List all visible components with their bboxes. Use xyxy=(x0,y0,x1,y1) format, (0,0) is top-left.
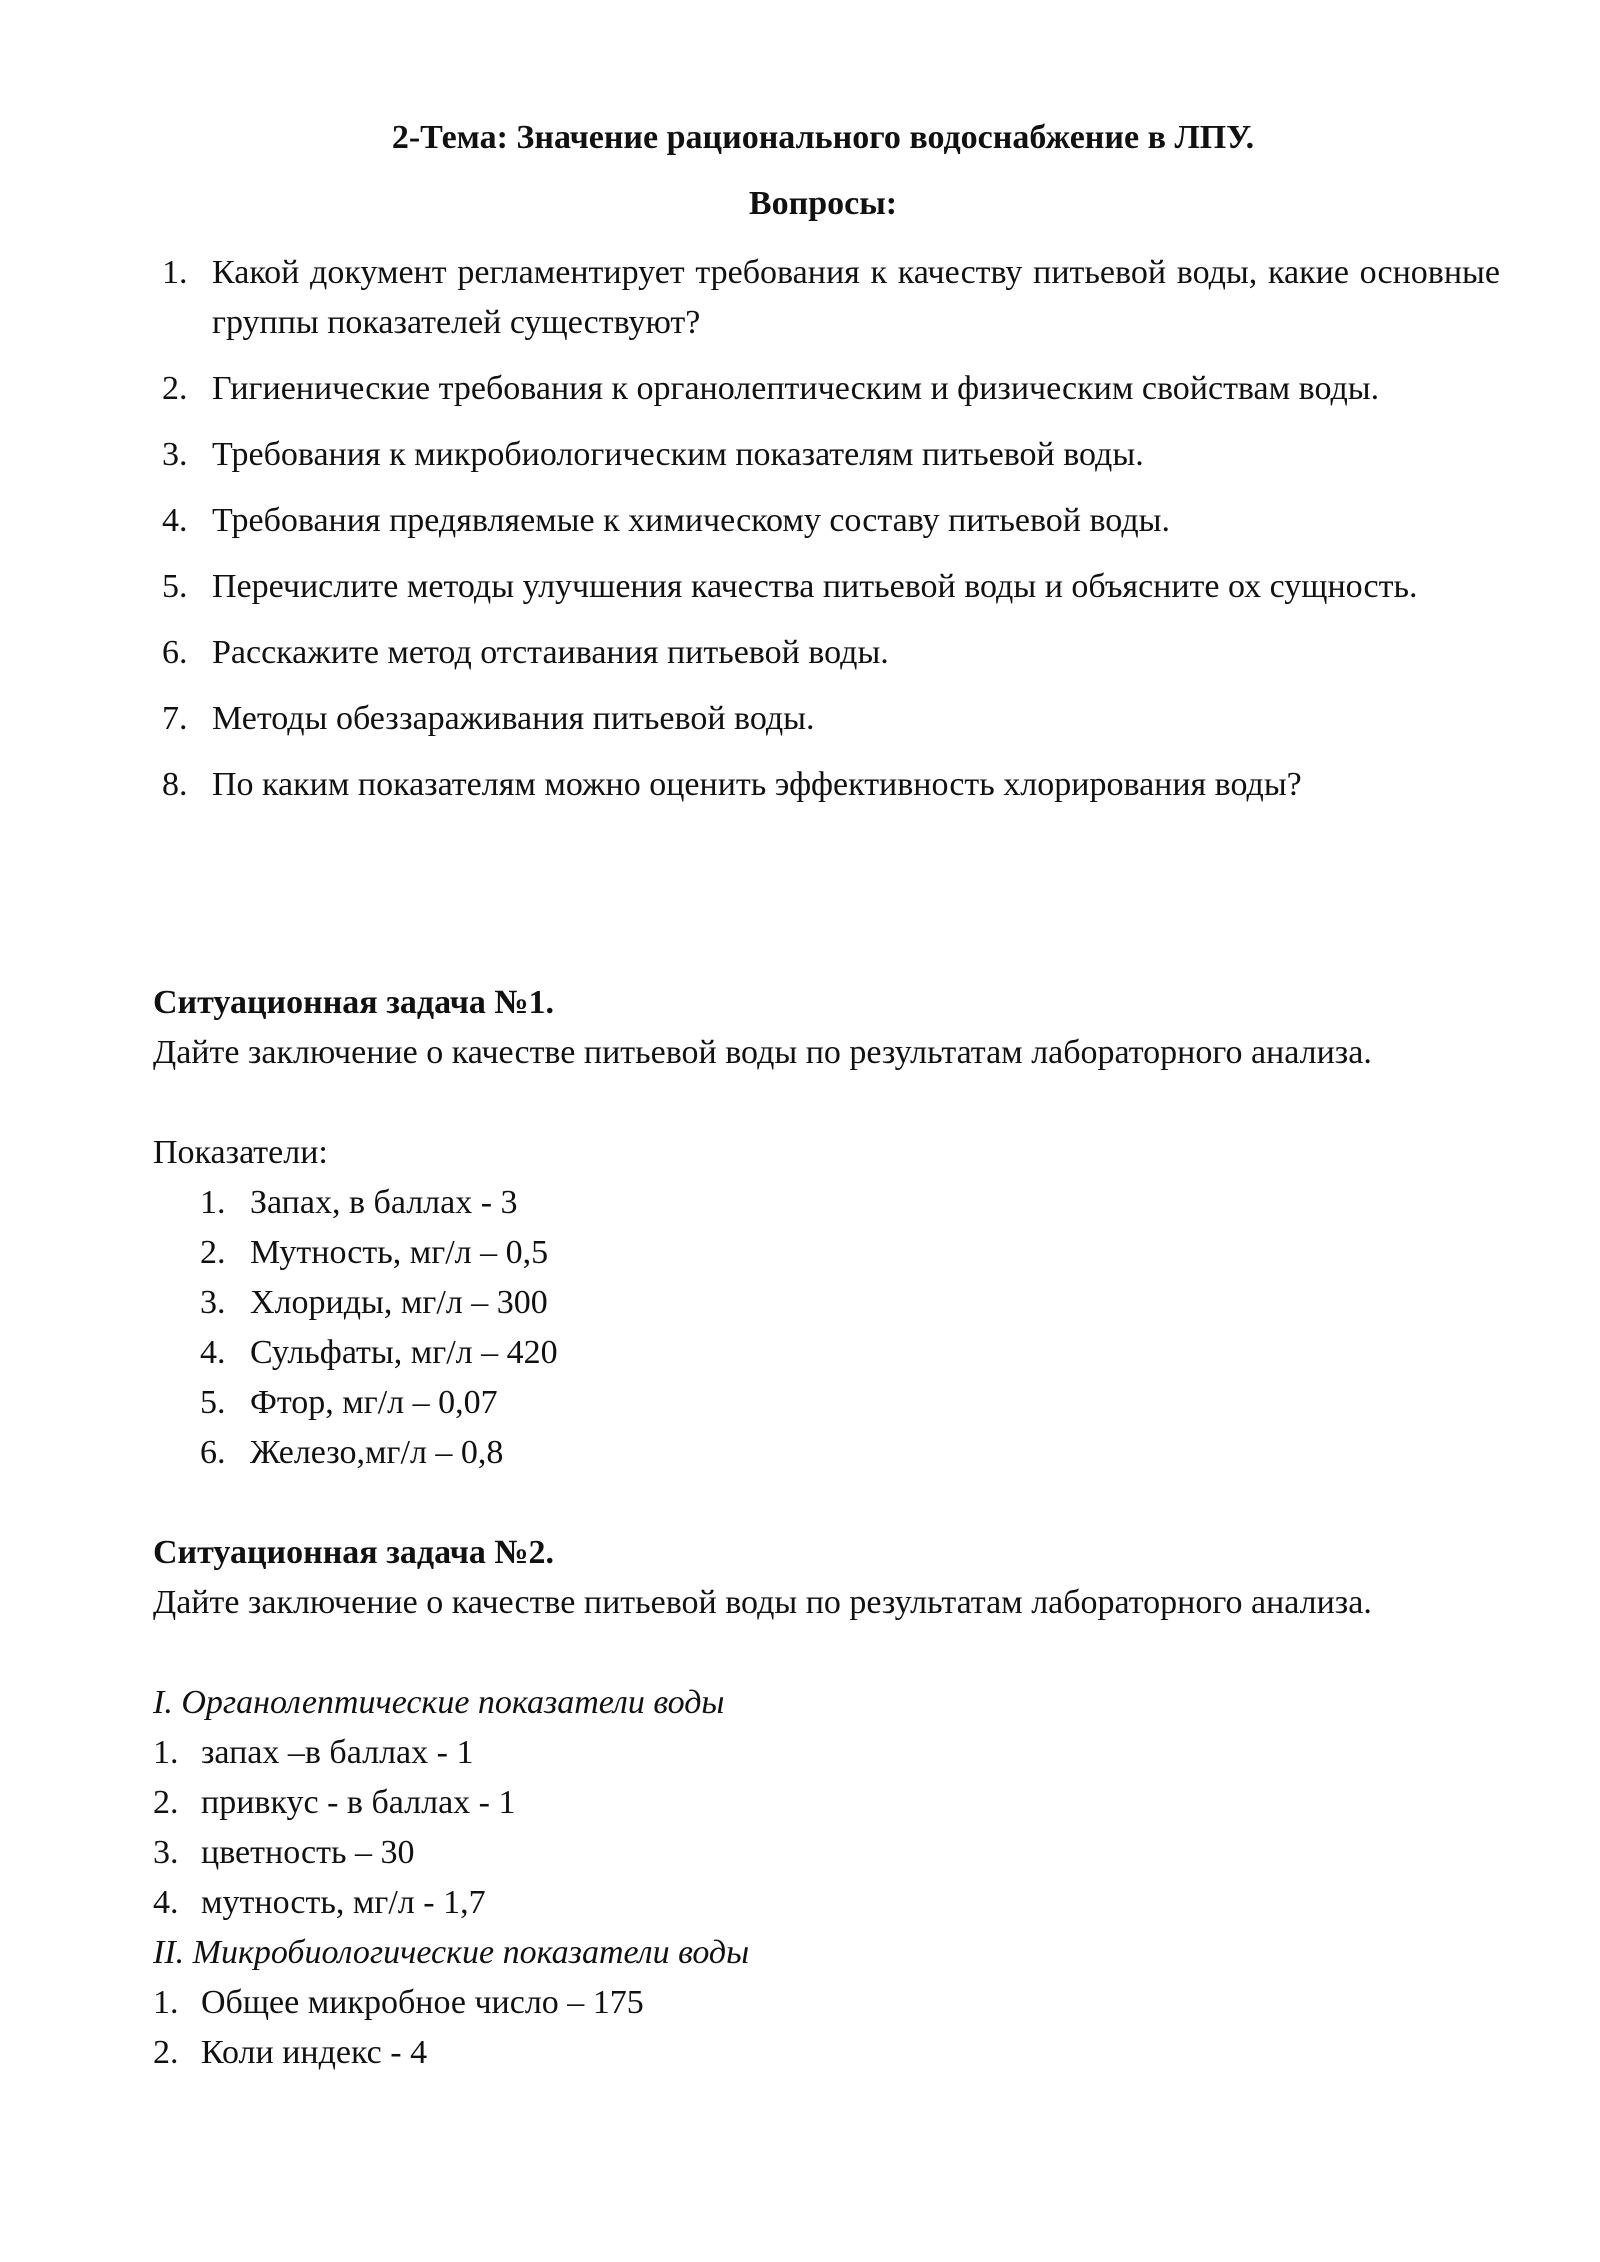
item-text: Железо,мг/л – 0,8 xyxy=(250,1434,504,1471)
question-text: Требования к микробиологическим показателям питьевой воды. xyxy=(212,436,1144,473)
item-number: 1. xyxy=(153,1984,179,2021)
task2-section1-list xyxy=(153,1728,515,1928)
item-text: мутность, мг/л - 1,7 xyxy=(201,1884,486,1921)
document-title: 2-Тема: Значение рационального водоснабжение в ЛПУ. xyxy=(391,119,1255,156)
list-item xyxy=(153,1728,515,1778)
task2-section1-heading: I. Органолептические показатели воды xyxy=(153,1684,725,1721)
task1-indicators-label: Показатели: xyxy=(153,1134,328,1171)
question-text: Методы обеззараживания питьевой воды. xyxy=(212,700,815,737)
item-number: 6. xyxy=(200,1434,226,1471)
item-text: Общее микробное число – 175 xyxy=(201,1984,644,2021)
list-item xyxy=(153,1878,515,1928)
question-number: 3. xyxy=(162,436,188,473)
item-number: 2. xyxy=(153,1784,179,1821)
item-text: Коли индекс - 4 xyxy=(201,2034,428,2071)
list-item xyxy=(153,1978,644,2028)
task1-indicators-list xyxy=(200,1178,558,1478)
item-text: привкус - в баллах - 1 xyxy=(201,1784,516,1821)
question-item xyxy=(150,694,1500,744)
list-item xyxy=(153,1778,515,1828)
item-number: 3. xyxy=(153,1834,179,1871)
item-text: Запах, в баллах - 3 xyxy=(250,1184,518,1221)
question-item xyxy=(150,628,1500,678)
list-item xyxy=(153,1828,515,1878)
item-text: Мутность, мг/л – 0,5 xyxy=(250,1234,549,1271)
task2-title: Ситуационная задача №2. xyxy=(153,1534,555,1571)
item-number: 1. xyxy=(200,1184,226,1221)
question-number: 8. xyxy=(162,766,188,803)
question-text: Расскажите метод отстаивания питьевой воды. xyxy=(212,634,889,671)
question-text: Гигиенические требования к органолептическим и физическим свойствам воды. xyxy=(212,370,1380,407)
item-number: 4. xyxy=(200,1334,226,1371)
task1-description: Дайте заключение о качестве питьевой воды по результатам лабораторного анализа. xyxy=(153,1034,1372,1071)
question-item xyxy=(150,364,1500,414)
list-item xyxy=(200,1228,558,1278)
question-text: По каким показателям можно оценить эффективность хлорирования воды? xyxy=(212,766,1302,803)
item-number: 1. xyxy=(153,1734,179,1771)
question-number: 7. xyxy=(162,700,188,737)
item-text: цветность – 30 xyxy=(201,1834,415,1871)
item-text: Сульфаты, мг/л – 420 xyxy=(250,1334,558,1371)
task2-description: Дайте заключение о качестве питьевой воды по результатам лабораторного анализа. xyxy=(153,1584,1372,1621)
task2-section2-list xyxy=(153,1978,644,2078)
question-item xyxy=(150,496,1500,546)
question-number: 4. xyxy=(162,502,188,539)
item-number: 5. xyxy=(200,1384,226,1421)
list-item xyxy=(200,1328,558,1378)
question-number: 2. xyxy=(162,370,188,407)
item-text: Хлориды, мг/л – 300 xyxy=(250,1284,548,1321)
question-number: 1. xyxy=(162,254,188,291)
question-text: Требования предявляемые к химическому составу питьевой воды. xyxy=(212,502,1170,539)
question-number: 6. xyxy=(162,634,188,671)
item-text: Фтор, мг/л – 0,07 xyxy=(250,1384,498,1421)
list-item xyxy=(153,2028,644,2078)
item-text: запах –в баллах - 1 xyxy=(201,1734,474,1771)
list-item xyxy=(200,1178,558,1228)
list-item xyxy=(200,1278,558,1328)
question-number: 5. xyxy=(162,568,188,605)
item-number: 3. xyxy=(200,1284,226,1321)
question-item xyxy=(150,430,1500,480)
question-item xyxy=(150,760,1500,810)
item-number: 2. xyxy=(200,1234,226,1271)
questions-heading: Вопросы: xyxy=(748,185,898,222)
task2-section2-heading: II. Микробиологические показатели воды xyxy=(153,1934,750,1971)
question-item xyxy=(150,562,1500,612)
question-text: Перечислите методы улучшения качества питьевой воды и объясните ох сущность. xyxy=(212,568,1418,605)
question-text: Какой документ регламентирует требования к качеству питьевой воды, какие основные группы показателей существуют? xyxy=(212,254,1500,341)
question-item xyxy=(150,248,1500,348)
questions-list xyxy=(150,248,1500,826)
list-item xyxy=(200,1378,558,1428)
task1-title: Ситуационная задача №1. xyxy=(153,984,555,1021)
list-item xyxy=(200,1428,558,1478)
item-number: 2. xyxy=(153,2034,179,2071)
item-number: 4. xyxy=(153,1884,179,1921)
